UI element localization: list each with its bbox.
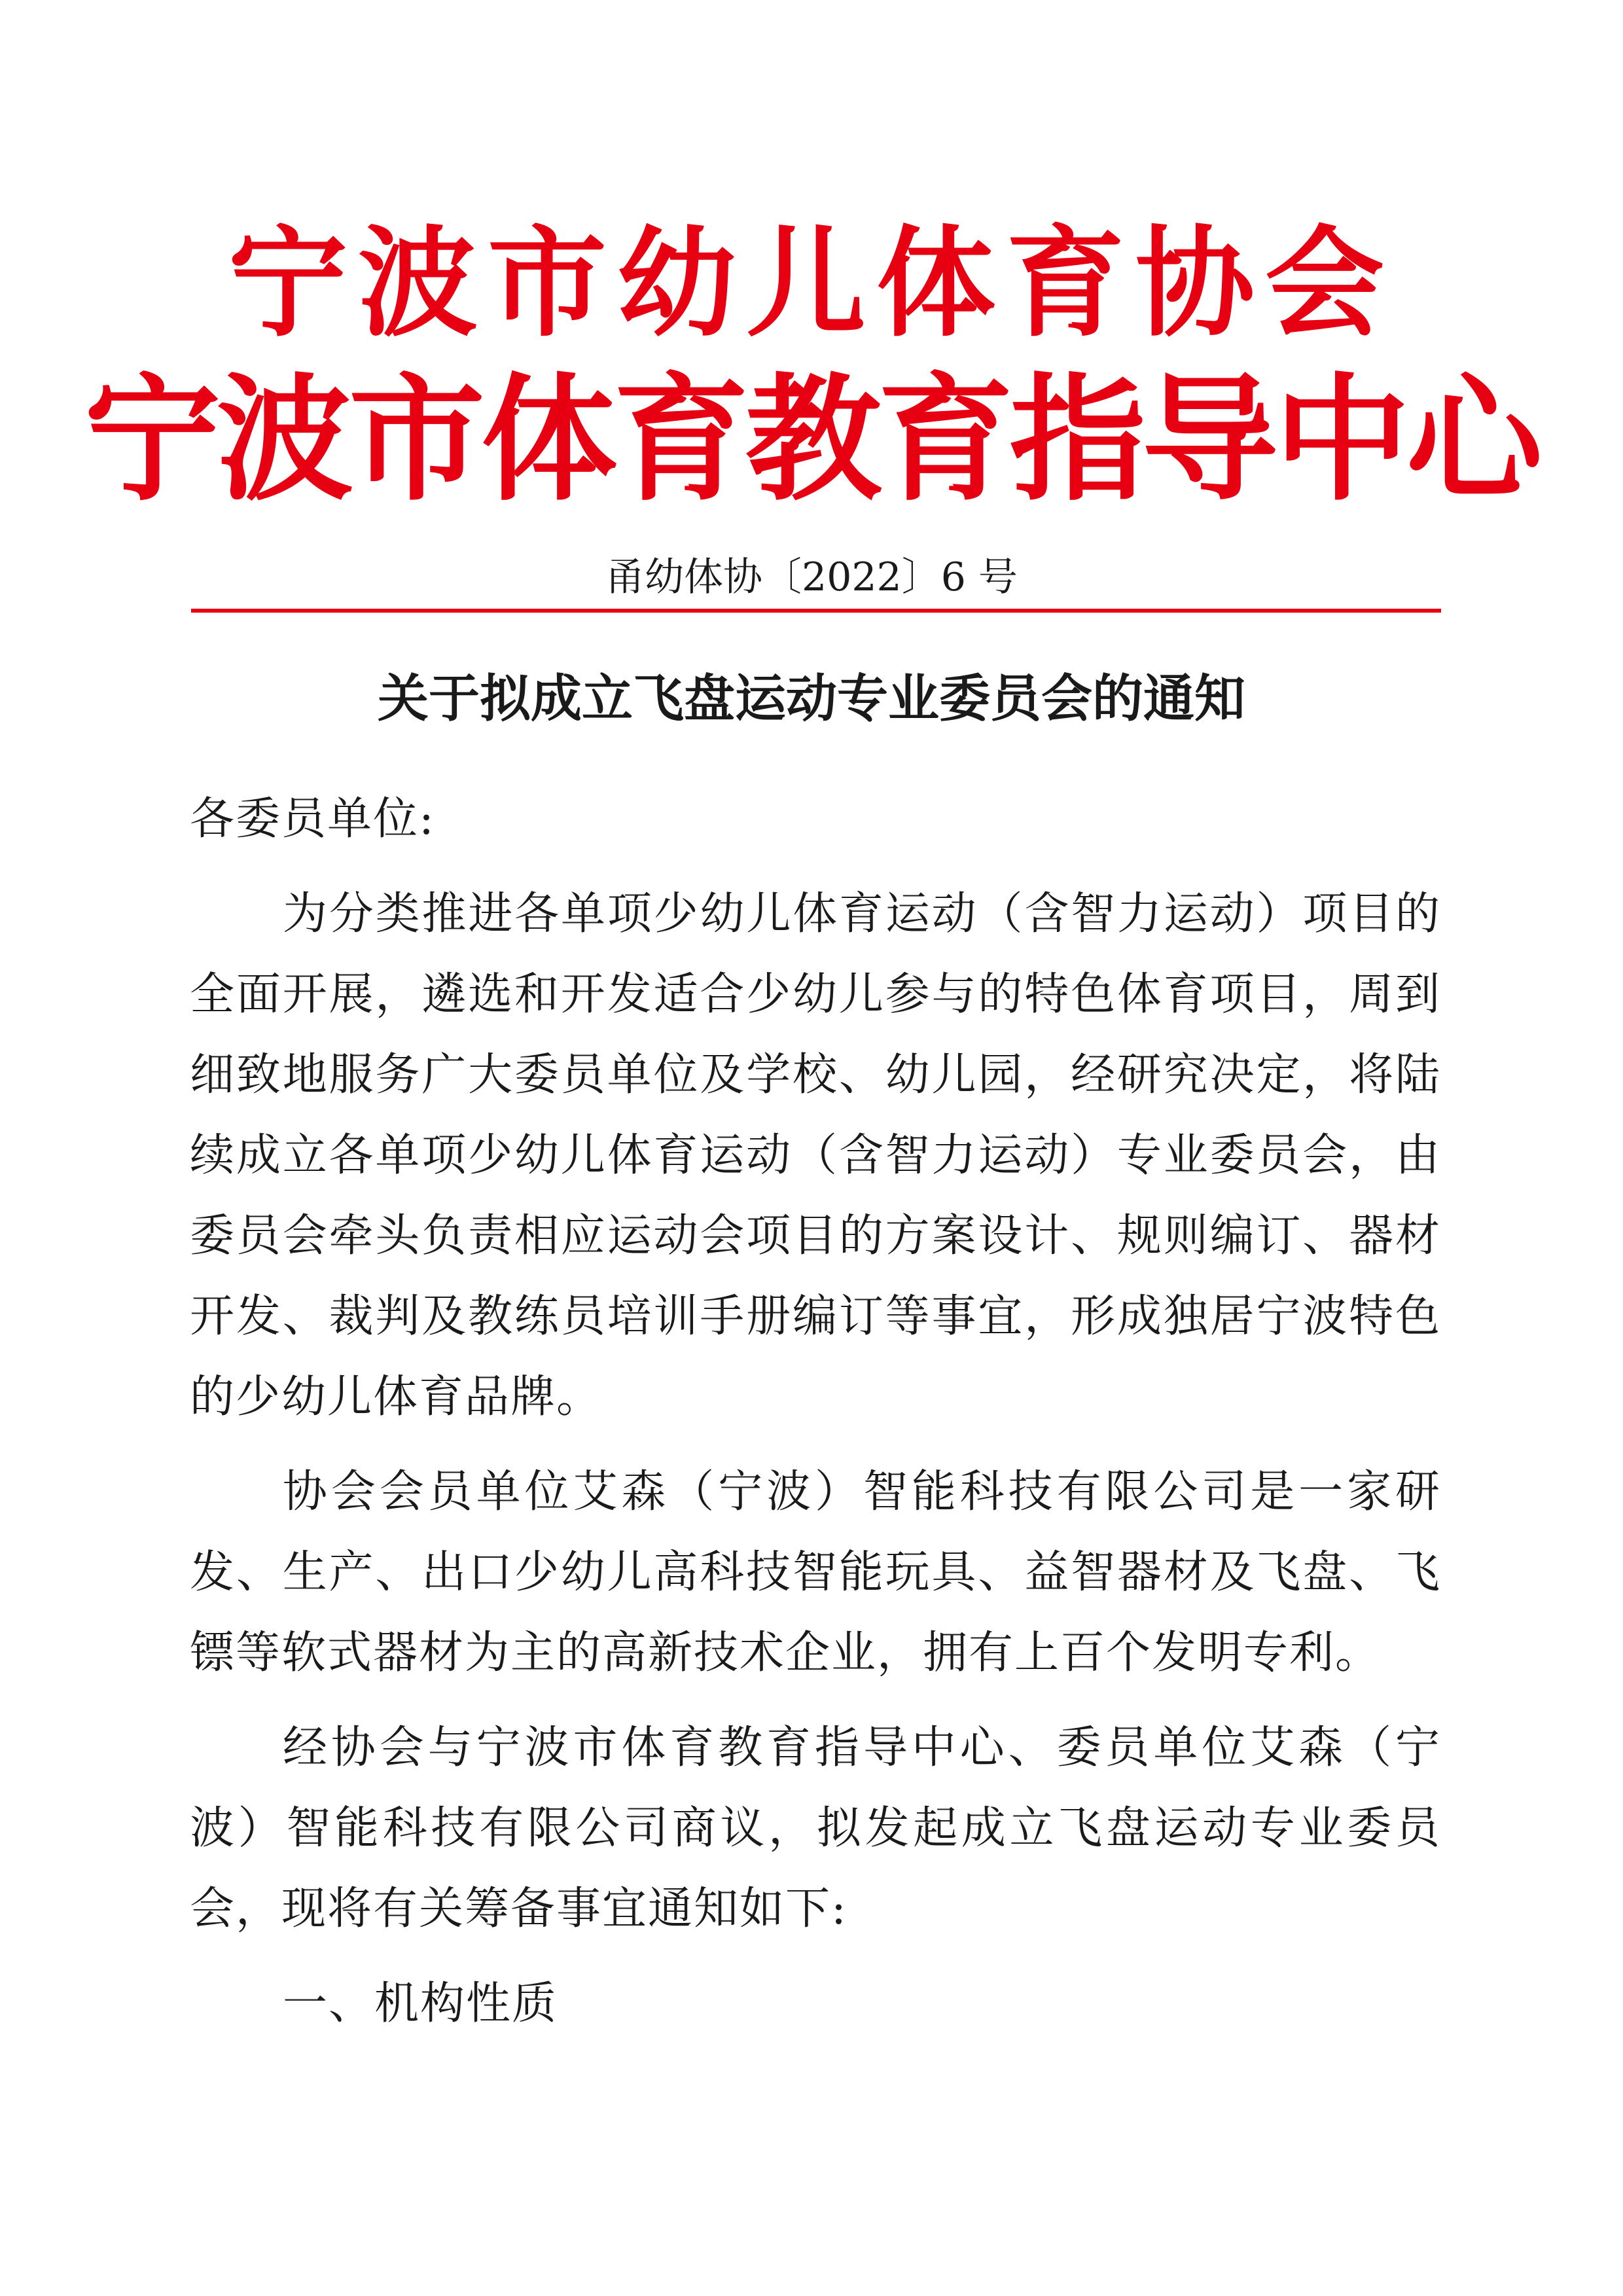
issuer-name-line-2: 宁波市体育教育指导中心 [84, 361, 1539, 520]
document-title: 关于拟成立飞盘运动专业委员会的通知 [377, 670, 1245, 728]
document-number: 甬幼体协〔2022〕6 号 [605, 554, 1018, 600]
section-heading: 一、机构性质 [283, 1978, 558, 2030]
header-divider [191, 609, 1441, 613]
document-body [190, 779, 1441, 2058]
issuer-name-line-1: 宁波市幼儿体育协会 [228, 214, 1395, 353]
body-paragraph: 为分类推进各单项少幼儿体育运动（含智力运动）项目的全面开展，遴选和开发适合少幼儿参与的特色体育项目，周到细致地服务广大委员单位及学校、幼儿园，经研究决定，将陆续成立各单项少幼儿体育运动（含智力运动）专业委员会，由委员会牵头负责相应运动会项目的方案设计、规则编订、器材开发、裁判及教练员培训手册编订等事宜，形成独居宁波特色的少幼儿体育品牌。 [190, 888, 1441, 1423]
body-paragraph: 经协会与宁波市体育教育指导中心、委员单位艾森（宁波）智能科技有限公司商议，拟发起成立飞盘运动专业委员会，现将有关筹备事宜通知如下: [190, 1722, 1441, 1935]
body-paragraph: 协会会员单位艾森（宁波）智能科技有限公司是一家研发、生产、出口少幼儿高科技智能玩具、益智器材及飞盘、飞镖等软式器材为主的高新技术企业，拥有上百个发明专利。 [190, 1466, 1441, 1679]
salutation: 各委员单位: [190, 793, 435, 845]
